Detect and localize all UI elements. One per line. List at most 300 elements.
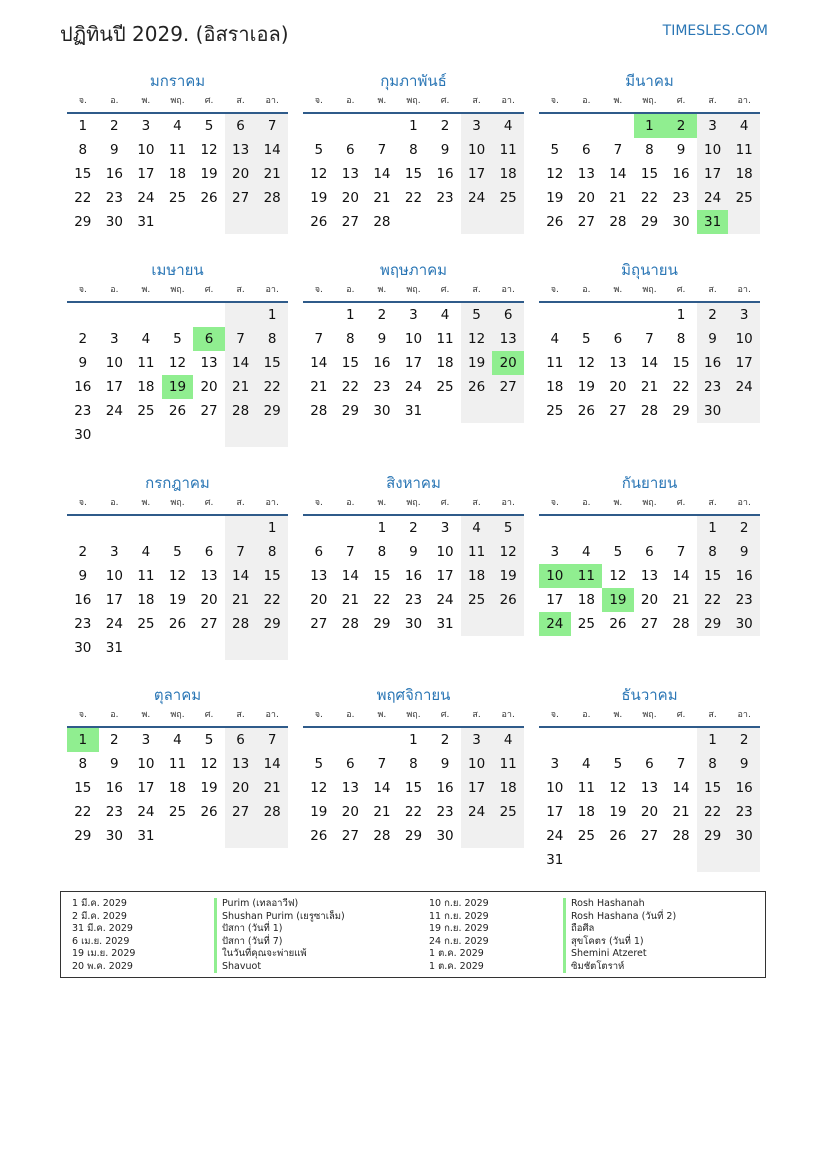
day-cell: 20: [577, 190, 595, 206]
weekday-label: พฤ.: [170, 710, 185, 720]
page-title: ปฏิทินปี 2029. (อิสราเอล): [60, 22, 289, 46]
day-cell: 30: [672, 214, 690, 230]
month-block: [539, 259, 760, 423]
day-cell: 14: [256, 138, 288, 162]
weekday-label: จ.: [550, 710, 559, 720]
day-empty: [99, 516, 131, 540]
day-cell: 19: [310, 804, 328, 820]
month-block: [303, 684, 524, 848]
day-cell: 3: [728, 303, 760, 327]
weekday-label: ศ.: [440, 710, 450, 720]
day-cell: 24: [461, 186, 493, 210]
month-name: สิงหาคม: [386, 474, 441, 492]
day-cell: 3: [461, 728, 493, 752]
day-empty: [225, 516, 257, 540]
weekday-label: อา.: [265, 498, 279, 508]
day-empty: [130, 636, 162, 660]
day-cell: 9: [110, 142, 119, 158]
day-empty: [366, 728, 398, 752]
day-cell: 17: [105, 592, 123, 608]
day-empty: [665, 516, 697, 540]
day-cell: 12: [577, 355, 595, 371]
day-empty: [539, 114, 571, 138]
weekday-label: อา.: [265, 710, 279, 720]
day-cell-holiday: 31: [697, 210, 729, 234]
weekday-label: ส.: [708, 710, 717, 720]
day-cell: 21: [225, 375, 257, 399]
month-name: กันยายน: [621, 474, 678, 492]
day-cell: 29: [74, 828, 92, 844]
holiday-dates-left: [72, 898, 135, 973]
weekday-label: อา.: [265, 285, 279, 295]
day-empty: [99, 423, 131, 447]
day-cell: 23: [105, 190, 123, 206]
day-empty: [539, 516, 571, 540]
day-empty: [303, 303, 335, 327]
day-empty: [335, 728, 367, 752]
day-cell: 28: [256, 186, 288, 210]
day-empty: [162, 516, 194, 540]
weekday-label: อา.: [265, 96, 279, 106]
day-empty: [256, 636, 288, 660]
day-cell: 9: [728, 752, 760, 776]
holiday-name: ปัสกา (วันที่ 7): [214, 936, 345, 949]
day-cell: 8: [697, 540, 729, 564]
day-cell: 11: [137, 568, 155, 584]
day-cell: 25: [546, 403, 564, 419]
day-cell: 15: [341, 355, 359, 371]
day-cell: 10: [436, 544, 454, 560]
day-cell: 15: [404, 166, 423, 182]
day-empty: [461, 612, 493, 636]
day-cell: 16: [105, 166, 123, 182]
day-cell: 26: [310, 214, 328, 230]
day-cell: 29: [373, 616, 391, 632]
day-cell: 2: [440, 118, 450, 134]
day-cell: 29: [672, 403, 690, 419]
day-cell: 8: [676, 331, 686, 347]
day-cell: 16: [697, 351, 729, 375]
day-cell: 24: [137, 804, 155, 820]
weekday-label: จ.: [314, 710, 323, 720]
day-cell: 17: [137, 780, 155, 796]
day-empty: [728, 848, 760, 872]
day-cell: 25: [168, 804, 187, 820]
day-cell: 20: [640, 592, 659, 608]
day-cell: 22: [404, 190, 423, 206]
day-cell: 19: [461, 351, 493, 375]
weekday-label: พฤ.: [642, 498, 657, 508]
day-empty: [193, 423, 225, 447]
day-empty: [665, 848, 697, 872]
day-cell: 25: [577, 828, 595, 844]
day-cell: 9: [78, 355, 88, 371]
day-cell: 28: [225, 399, 257, 423]
day-empty: [225, 303, 257, 327]
weekday-label: อา.: [501, 498, 515, 508]
day-cell: 11: [436, 331, 454, 347]
day-cell: 26: [609, 828, 627, 844]
month-block: [539, 684, 760, 872]
weekday-label: ส.: [708, 96, 717, 106]
day-empty: [602, 728, 634, 752]
day-cell: 20: [640, 804, 659, 820]
weekday-label: พ.: [377, 96, 387, 106]
day-cell: 15: [74, 166, 92, 182]
day-cell: 14: [310, 355, 328, 371]
day-cell: 5: [613, 544, 623, 560]
day-cell: 8: [409, 142, 418, 158]
holiday-name: สุขโคตร (วันที่ 1): [563, 936, 676, 949]
weekday-label: จ.: [314, 96, 323, 106]
weekday-header: [67, 283, 288, 303]
holiday-date: 1 ต.ค. 2029: [429, 960, 484, 972]
day-empty: [429, 399, 461, 423]
holiday-date: 10 ก.ย. 2029: [429, 898, 489, 909]
day-cell: 16: [105, 780, 123, 796]
day-cell: 5: [461, 303, 493, 327]
day-cell: 12: [609, 780, 627, 796]
day-cell: 26: [492, 588, 524, 612]
day-cell: 18: [546, 379, 564, 395]
day-empty: [256, 210, 288, 234]
day-cell: 10: [546, 780, 564, 796]
day-cell: 25: [492, 186, 524, 210]
day-cell: 9: [110, 756, 119, 772]
day-cell: 23: [672, 190, 690, 206]
day-cell: 1: [697, 728, 729, 752]
day-cell: 12: [168, 568, 187, 584]
day-cell: 19: [310, 190, 328, 206]
day-cell: 12: [200, 756, 218, 772]
day-cell: 7: [613, 142, 623, 158]
day-empty: [303, 114, 335, 138]
site-link[interactable]: TIMESLES.COM: [662, 23, 768, 39]
weekday-label: อา.: [501, 710, 515, 720]
day-cell: 17: [546, 804, 564, 820]
day-cell: 14: [373, 780, 391, 796]
day-cell: 25: [168, 190, 187, 206]
day-cell: 16: [74, 379, 92, 395]
day-cell: 4: [173, 732, 182, 748]
holiday-date: 2 มี.ค. 2029: [72, 910, 127, 922]
day-cell: 12: [461, 327, 493, 351]
weekday-label: ศ.: [204, 285, 214, 295]
day-cell: 19: [577, 379, 595, 395]
day-cell: 14: [225, 564, 257, 588]
day-empty: [571, 848, 603, 872]
day-cell: 2: [728, 728, 760, 752]
weekday-label: พฤ.: [170, 285, 185, 295]
day-cell: 23: [728, 588, 760, 612]
weekday-label: พ.: [141, 285, 151, 295]
day-cell: 1: [256, 516, 288, 540]
day-cell: 13: [341, 780, 359, 796]
day-cell: 28: [373, 214, 391, 230]
day-cell: 25: [461, 588, 493, 612]
day-cell: 22: [640, 190, 659, 206]
day-cell: 2: [78, 544, 88, 560]
day-cell: 28: [256, 800, 288, 824]
day-empty: [461, 399, 493, 423]
day-cell: 21: [640, 379, 659, 395]
day-cell: 26: [577, 403, 595, 419]
day-empty: [225, 824, 257, 848]
day-cell: 6: [645, 544, 654, 560]
day-empty: [193, 636, 225, 660]
weekday-label: จ.: [550, 96, 559, 106]
day-cell: 8: [256, 540, 288, 564]
holiday-names-left: [214, 898, 345, 973]
day-empty: [303, 516, 335, 540]
day-cell: 9: [409, 544, 418, 560]
weekday-label: ส.: [708, 285, 717, 295]
day-cell: 1: [697, 516, 729, 540]
weekday-label: จ.: [314, 285, 323, 295]
day-cell: 7: [225, 540, 257, 564]
day-cell: 15: [697, 564, 729, 588]
day-cell: 23: [404, 592, 423, 608]
holiday-names-right: [563, 898, 676, 973]
weekday-label: พ.: [613, 498, 623, 508]
day-cell: 27: [310, 616, 328, 632]
day-cell: 15: [697, 776, 729, 800]
holiday-name: Shushan Purim (เยรูซาเล็ม): [214, 911, 345, 924]
day-cell: 11: [168, 756, 187, 772]
day-cell: 15: [404, 780, 423, 796]
month-name: มกราคม: [149, 72, 206, 90]
day-cell: 17: [461, 776, 493, 800]
month-block: [303, 259, 524, 423]
day-cell: 12: [492, 540, 524, 564]
weekday-header: [303, 94, 524, 114]
day-cell: 18: [577, 592, 595, 608]
weekday-label: อา.: [501, 96, 515, 106]
weekday-label: พ.: [377, 285, 387, 295]
weekday-header: [67, 94, 288, 114]
day-empty: [162, 210, 194, 234]
holiday-date: 31 มี.ค. 2029: [72, 923, 133, 934]
weekday-label: ส.: [472, 498, 481, 508]
day-cell: 11: [577, 780, 595, 796]
day-empty: [256, 423, 288, 447]
day-cell: 30: [373, 403, 391, 419]
holiday-name: ในวันที่คุณจะพ่ายแพ้: [214, 948, 345, 961]
day-cell: 2: [440, 732, 450, 748]
day-cell: 20: [225, 776, 257, 800]
day-cell-holiday: 1: [634, 114, 666, 138]
day-cell: 1: [409, 118, 418, 134]
day-cell: 26: [310, 828, 328, 844]
day-cell: 7: [346, 544, 355, 560]
day-empty: [571, 303, 603, 327]
weekday-label: พ.: [613, 96, 623, 106]
day-cell: 30: [105, 214, 123, 230]
day-cell: 3: [141, 732, 151, 748]
day-empty: [634, 728, 666, 752]
weekday-label: ศ.: [440, 96, 450, 106]
weekday-label: พ.: [141, 498, 151, 508]
weekday-label: พฤ.: [406, 96, 421, 106]
day-cell: 28: [640, 403, 659, 419]
day-cell: 21: [341, 592, 359, 608]
day-cell: 19: [168, 592, 187, 608]
day-cell: 20: [225, 162, 257, 186]
day-empty: [492, 399, 524, 423]
day-cell: 17: [546, 592, 564, 608]
day-cell: 5: [314, 142, 324, 158]
day-empty: [539, 303, 571, 327]
day-cell: 8: [377, 544, 387, 560]
day-cell: 27: [640, 828, 659, 844]
day-empty: [162, 824, 194, 848]
day-cell: 12: [310, 166, 328, 182]
weekday-label: พฤ.: [642, 710, 657, 720]
month-block: [303, 70, 524, 234]
weekday-label: อ.: [346, 710, 355, 720]
day-empty: [634, 516, 666, 540]
day-cell: 9: [676, 142, 686, 158]
day-empty: [539, 728, 571, 752]
holiday-date: 11 ก.ย. 2029: [429, 910, 489, 922]
day-cell: 27: [200, 403, 218, 419]
weekday-label: ส.: [236, 498, 245, 508]
day-cell: 19: [609, 804, 627, 820]
day-cell: 7: [676, 756, 686, 772]
day-cell: 7: [377, 756, 387, 772]
day-cell: 11: [546, 355, 564, 371]
day-cell: 26: [168, 403, 187, 419]
day-cell: 2: [409, 520, 418, 536]
day-cell: 29: [697, 612, 729, 636]
weekday-label: อา.: [737, 96, 751, 106]
holiday-date: 24 ก.ย. 2029: [429, 935, 489, 947]
day-grid: [67, 516, 288, 660]
day-cell: 21: [373, 804, 391, 820]
day-empty: [571, 516, 603, 540]
day-cell: 9: [697, 327, 729, 351]
day-empty: [429, 210, 461, 234]
day-cell: 27: [200, 616, 218, 632]
day-cell: 30: [74, 427, 92, 443]
day-cell: 10: [105, 355, 123, 371]
day-cell: 19: [492, 564, 524, 588]
day-empty: [461, 210, 493, 234]
day-cell: 6: [645, 756, 654, 772]
day-cell: 10: [137, 142, 155, 158]
day-cell: 26: [200, 804, 218, 820]
day-cell: 18: [168, 780, 187, 796]
day-empty: [99, 303, 131, 327]
month-block: [539, 70, 760, 234]
day-cell: 13: [225, 752, 257, 776]
day-cell: 29: [74, 214, 92, 230]
day-cell: 25: [577, 616, 595, 632]
weekday-label: อ.: [346, 498, 355, 508]
day-cell: 5: [173, 331, 182, 347]
day-cell: 10: [461, 138, 493, 162]
day-empty: [162, 636, 194, 660]
day-cell: 27: [609, 403, 627, 419]
day-empty: [602, 303, 634, 327]
day-cell: 24: [105, 403, 123, 419]
day-cell: 18: [461, 564, 493, 588]
day-cell: 7: [676, 544, 686, 560]
day-cell: 23: [105, 804, 123, 820]
day-cell: 20: [200, 379, 218, 395]
weekday-header: [303, 496, 524, 516]
day-cell: 1: [676, 307, 686, 323]
month-name: พฤษภาคม: [379, 261, 448, 279]
weekday-label: อ.: [582, 96, 591, 106]
day-cell: 9: [728, 540, 760, 564]
day-cell: 22: [341, 379, 359, 395]
day-cell: 2: [728, 516, 760, 540]
day-cell: 30: [728, 612, 760, 636]
month-name: เมษายน: [151, 261, 204, 279]
day-cell: 12: [609, 568, 627, 584]
day-cell: 16: [436, 780, 454, 796]
day-cell: 31: [546, 852, 564, 868]
month-block: [303, 472, 524, 636]
day-empty: [634, 848, 666, 872]
day-empty: [728, 399, 760, 423]
weekday-label: ศ.: [676, 96, 686, 106]
weekday-label: จ.: [550, 285, 559, 295]
day-cell: 15: [256, 351, 288, 375]
day-empty: [193, 303, 225, 327]
weekday-label: ศ.: [676, 498, 686, 508]
day-cell-holiday: 10: [539, 564, 571, 588]
day-cell: 29: [256, 399, 288, 423]
day-cell: 18: [168, 166, 187, 182]
day-cell: 12: [200, 142, 218, 158]
weekday-label: พ.: [377, 498, 387, 508]
day-cell: 21: [256, 776, 288, 800]
weekday-header: [67, 708, 288, 728]
day-cell: 6: [225, 728, 257, 752]
day-cell: 20: [200, 592, 218, 608]
weekday-label: พ.: [141, 710, 151, 720]
weekday-label: อ.: [110, 710, 119, 720]
weekday-label: ศ.: [676, 285, 686, 295]
day-cell: 8: [697, 752, 729, 776]
day-cell: 3: [697, 114, 729, 138]
day-cell: 16: [728, 776, 760, 800]
day-cell: 31: [105, 640, 123, 656]
day-cell: 21: [672, 804, 690, 820]
weekday-label: พฤ.: [170, 96, 185, 106]
day-empty: [303, 728, 335, 752]
weekday-label: พ.: [613, 710, 623, 720]
day-cell: 22: [672, 379, 690, 395]
day-cell: 27: [577, 214, 595, 230]
day-cell: 8: [346, 331, 355, 347]
day-cell: 30: [105, 828, 123, 844]
day-cell: 15: [256, 564, 288, 588]
day-cell: 9: [440, 756, 450, 772]
day-grid: [539, 303, 760, 423]
day-cell-holiday: 6: [193, 327, 225, 351]
day-empty: [398, 210, 430, 234]
day-empty: [225, 423, 257, 447]
month-block: [539, 472, 760, 636]
day-cell: 25: [728, 186, 760, 210]
day-grid: [303, 303, 524, 423]
day-empty: [193, 516, 225, 540]
day-cell: 15: [672, 355, 690, 371]
day-cell: 17: [728, 351, 760, 375]
